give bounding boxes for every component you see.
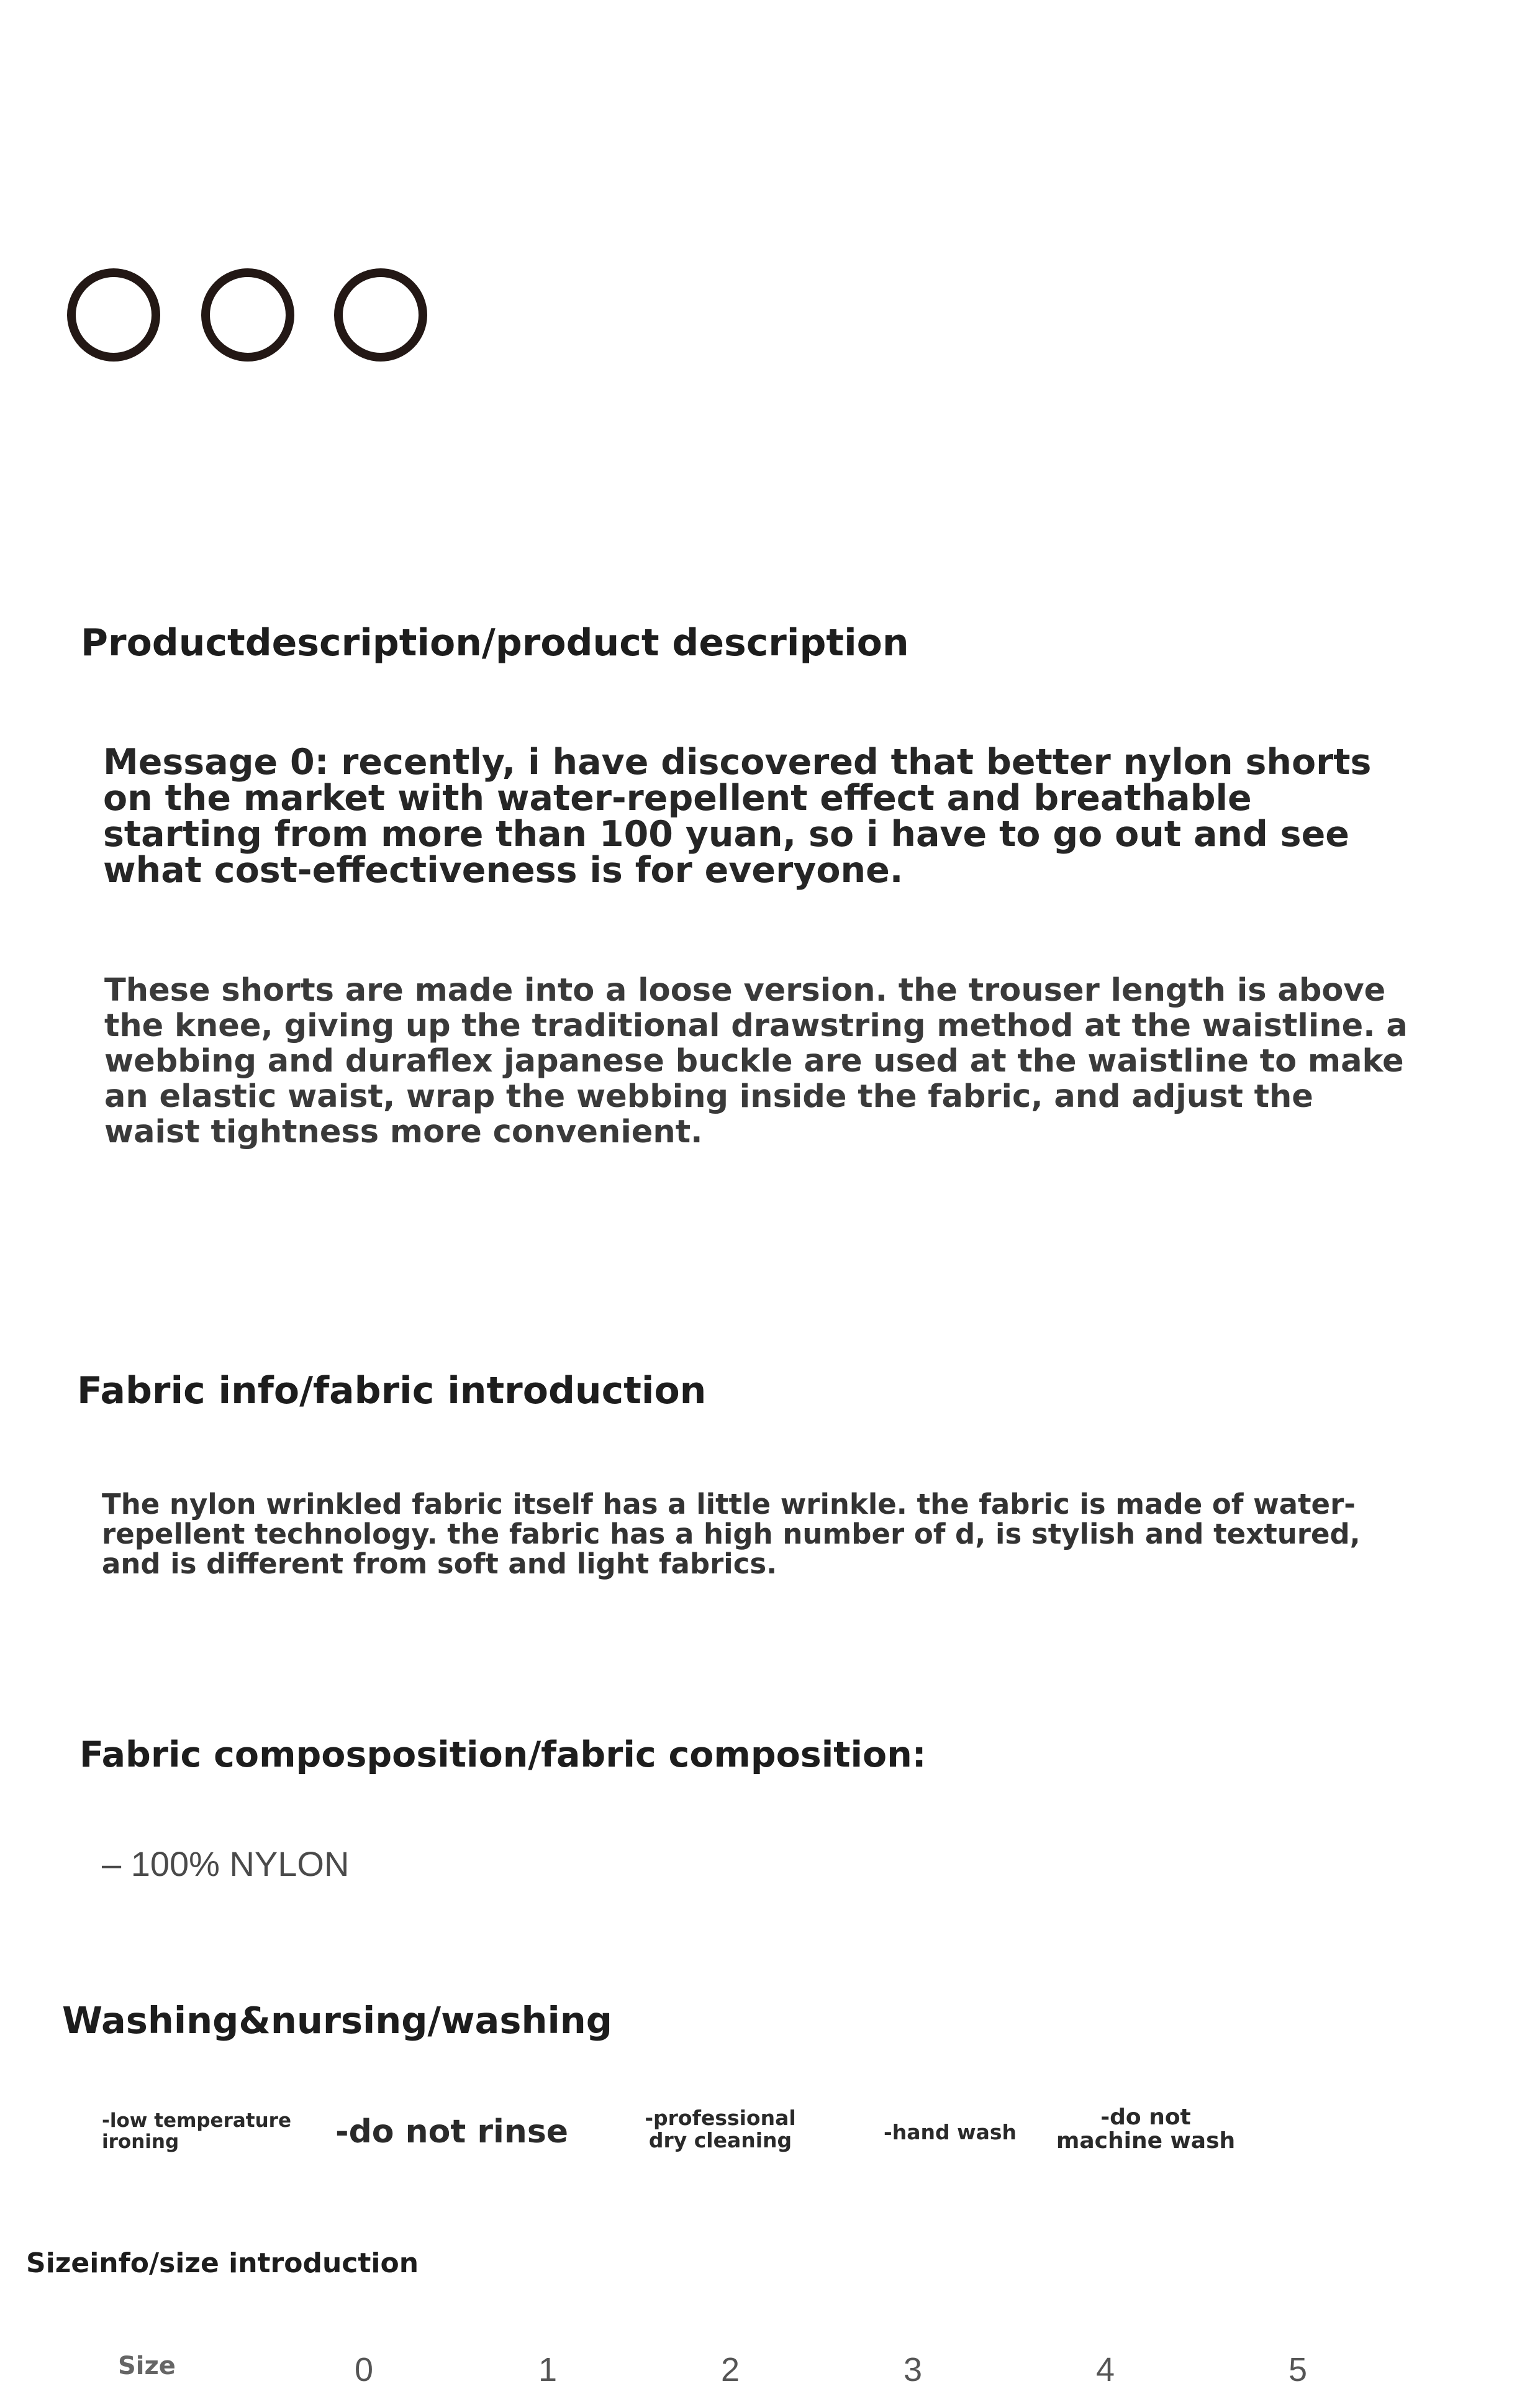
care-do-not-rinse: -do not rinse bbox=[335, 2113, 569, 2150]
care-hand-wash: -hand wash bbox=[884, 2120, 1017, 2144]
size-table-cell: 5 bbox=[1288, 2351, 1308, 2388]
product-description-title: Productdescription/product description bbox=[81, 621, 909, 665]
fabric-composition-title: Fabric composposition/fabric composition: bbox=[79, 1734, 926, 1775]
brand-logo bbox=[67, 268, 433, 362]
size-table-cell: 4 bbox=[1095, 2351, 1115, 2388]
size-table-cell: 0 bbox=[354, 2351, 374, 2388]
care-low-temperature-ironing: -low temperature ironing bbox=[102, 2109, 291, 2153]
logo-ring-2 bbox=[201, 268, 294, 362]
logo-ring-1 bbox=[67, 268, 160, 362]
size-table-cell: 2 bbox=[720, 2351, 740, 2388]
fabric-info-paragraph: The nylon wrinkled fabric itself has a little wrinkle. the fabric is made of water-repellent technology. the fabric has a high number of d, is stylish and textured, and is different from soft and light fabrics. bbox=[102, 1488, 1361, 1580]
product-description-paragraph-2: These shorts are made into a loose version. the trouser length is above the knee, giving up the traditional drawstring method at the waistline. a webbing and duraflex japanese buckle are used at the waistline to make an elastic waist, wrap the webbing inside the fabric, and adjust the waist tightness more convenient. bbox=[104, 972, 1408, 1150]
size-table-header-label: Size bbox=[118, 2352, 176, 2380]
product-description-paragraph-1: Message 0: recently, i have discovered that better nylon shorts on the market with water-repellent effect and breathable starting from more than 100 yuan, so i have to go out and see what cost-effectiveness is for everyone. bbox=[103, 742, 1372, 891]
size-table-cell: 3 bbox=[903, 2351, 923, 2388]
logo-ring-3 bbox=[334, 268, 427, 362]
fabric-composition-value: – 100% NYLON bbox=[102, 1844, 350, 1883]
size-info-title: Sizeinfo/size introduction bbox=[26, 2247, 419, 2279]
care-do-not-machine-wash: -do not machine wash bbox=[1056, 2105, 1236, 2154]
size-table-cell: 1 bbox=[538, 2351, 558, 2388]
care-professional-dry-cleaning: -professional dry cleaning bbox=[645, 2106, 796, 2152]
fabric-info-title: Fabric info/fabric introduction bbox=[77, 1369, 707, 1413]
washing-title: Washing&nursing/washing bbox=[62, 1999, 612, 2042]
